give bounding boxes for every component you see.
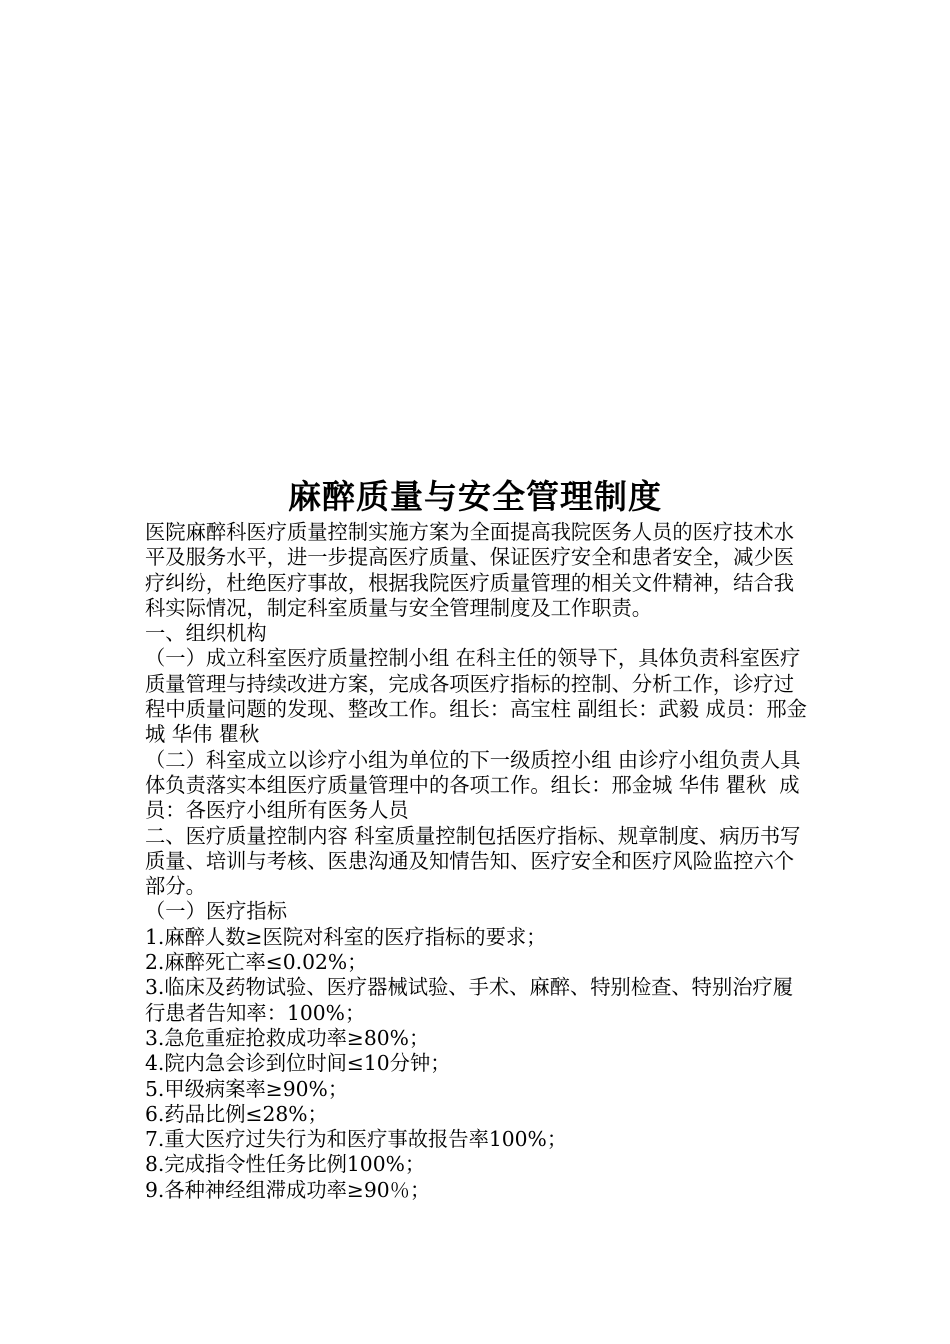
section-heading-organization: 一、组织机构 bbox=[145, 621, 267, 646]
document-title: 麻醉质量与安全管理制度 bbox=[288, 477, 662, 516]
section-heading-qc-content: 二、医疗质量控制内容 科室质量控制包括医疗指标、规章制度、病历书写质量、培训与考核、医患沟通及知情告知、医疗安全和医疗风险监控六个部分。 bbox=[145, 823, 801, 899]
document-body bbox=[145, 520, 810, 1203]
subsection-heading-medical-indicators: （一）医疗指标 bbox=[145, 899, 287, 924]
list-item: 7.重大医疗过失行为和医疗事故报告率100%； bbox=[145, 1127, 568, 1152]
list-item: 8.完成指令性任务比例100%； bbox=[145, 1152, 426, 1177]
list-item: 5.甲级病案率≥90%； bbox=[145, 1076, 349, 1101]
list-item: 1.麻醉人数≥医院对科室的医疗指标的要求； bbox=[145, 924, 547, 949]
list-item: 9.各种神经组滞成功率≥90％； bbox=[145, 1177, 431, 1202]
paragraph-qc-group: （一）成立科室医疗质量控制小组 在科主任的领导下，具体负责科室医疗质量管理与持续改进方案，完成各项医疗指标的控制、分析工作，诊疗过程中质量问题的发现、整改工作。组长：高宝柱 副组长：武毅 成员：邢金城 华伟 瞿秋 bbox=[145, 646, 807, 747]
list-item: 2.麻醉死亡率≤0.02%； bbox=[145, 950, 368, 975]
list-item: 6.药品比例≤28%； bbox=[145, 1101, 328, 1126]
intro-paragraph: 医院麻醉科医疗质量控制实施方案为全面提高我院医务人员的医疗技术水平及服务水平，进一步提高医疗质量、保证医疗安全和患者安全，减少医疗纠纷，杜绝医疗事故，根据我院医疗质量管理的相关文件精神，结合我科实际情况，制定科室质量与安全管理制度及工作职责。 bbox=[145, 520, 795, 620]
list-item: 4.院内急会诊到位时间≤10分钟； bbox=[145, 1051, 451, 1076]
paragraph-sub-qc-group: （二）科室成立以诊疗小组为单位的下一级质控小组 由诊疗小组负责人具体负责落实本组医疗质量管理中的各项工作。组长：邢金城 华伟 瞿秋 成员：各医疗小组所有医务人员 bbox=[145, 747, 801, 823]
list-item: 3.急危重症抢救成功率≥80%； bbox=[145, 1025, 430, 1050]
list-item: 3.临床及药物试验、医疗器械试验、手术、麻醉、特别检查、特别治疗履行患者告知率：100%； bbox=[145, 975, 794, 1025]
